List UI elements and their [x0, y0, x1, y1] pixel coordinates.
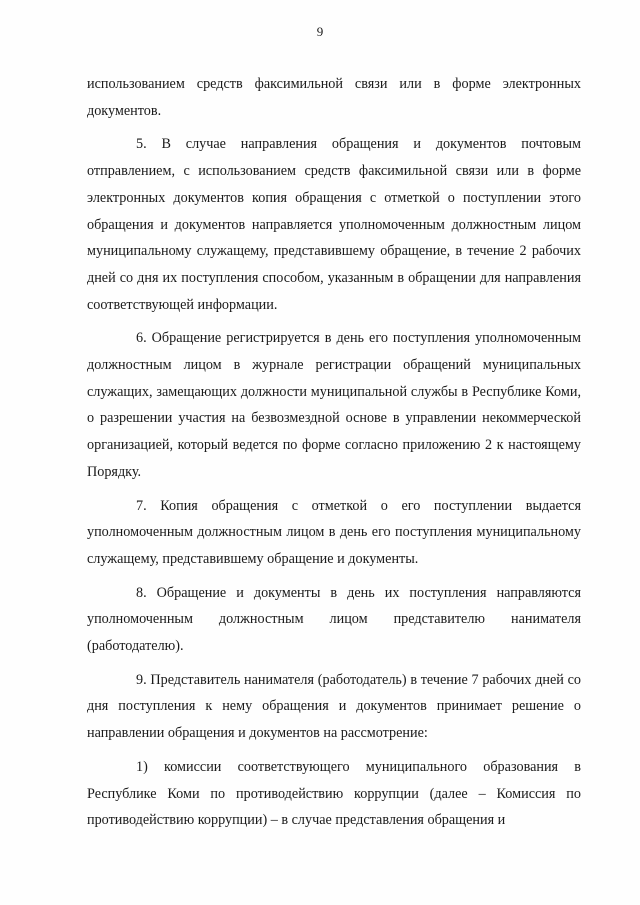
- paragraph-9: 9. Представитель нанимателя (работодатель) в течение 7 рабочих дней со дня поступления к нему обращения и документов принимает решение о направлении обращения и документов на рассмотрение:: [87, 671, 581, 742]
- paragraph-continuation: использованием средств факсимильной связи или в форме электронных документов.: [87, 76, 581, 119]
- paragraph-6: 6. Обращение регистрируется в день его поступления уполномоченным должностным лицом в журнале регистрации обращений муниципальных служащих, замещающих должности муниципальной службы в Республике Коми, о разрешении участия на безвозмездной основе в управлении некоммерческой организацией, который ведется по форме согласно приложению 2 к настоящему Порядку.: [87, 330, 581, 480]
- paragraph-5: 5. В случае направления обращения и документов почтовым отправлением, с использованием средств факсимильной связи или в форме электронных документов копия обращения с отметкой о поступлении этого обращения и документов направляется уполномоченным должностным лицом муниципальному служащему, представившему обращение, в течение 2 рабочих дней со дня их поступления способом, указанным в обращении для направления соответствующей информации.: [87, 136, 581, 313]
- body-text: [87, 71, 581, 841]
- paragraph-7: 7. Копия обращения с отметкой о его поступлении выдается уполномоченным должностным лицом в день его поступления муниципальному служащему, представившему обращение и документы.: [87, 497, 581, 567]
- paragraph-8: 8. Обращение и документы в день их поступления направляются уполномоченным должностным лицом представителю нанимателя (работодателю).: [87, 584, 581, 655]
- page-number: 9: [316, 24, 324, 39]
- paragraph-9-item-1: 1) комиссии соответствующего муниципального образования в Республике Коми по противодействию коррупции (далее – Комиссия по противодействию коррупции) – в случае представления обращения и: [87, 758, 581, 829]
